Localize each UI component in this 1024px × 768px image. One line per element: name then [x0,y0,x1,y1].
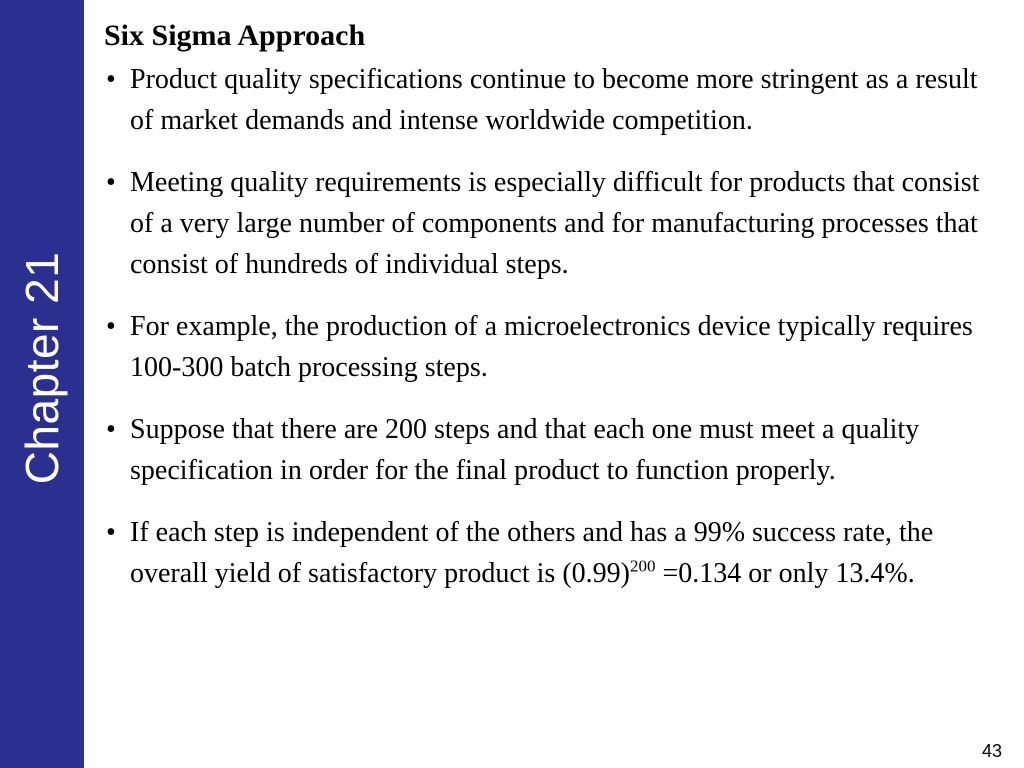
bullet-text-before-exponent: If each step is independent of the others and has a 99% success rate, the overall yield of satisfactory product is (0.99) [130,517,934,589]
bullet-text: Meeting quality requirements is especially difficult for products that consist of a very large number of components and for manufacturing processes that consist of hundreds of individual steps. [130,167,980,280]
exponent-superscript: 200 [629,556,656,576]
bullet-item [104,306,999,388]
bullet-item [104,512,999,594]
bullet-marker: • [106,517,116,548]
bullet-item [104,162,999,285]
bullet-text-after-exponent: =0.134 or only 13.4%. [655,558,915,589]
chapter-sidebar [0,0,84,768]
bullet-marker: • [106,414,116,445]
bullet-marker: • [106,311,116,342]
bullet-item [104,409,999,491]
bullet-marker: • [106,64,116,95]
slide-title: Six Sigma Approach [104,19,366,52]
chapter-label: Chapter 21 [16,251,68,485]
bullet-text: Product quality specifications continue to become more stringent as a result of market demands and intense worldwide competition. [130,64,978,136]
bullet-item [104,59,999,141]
bullet-text: For example, the production of a microelectronics device typically requires 100-300 batch processing steps. [130,311,973,383]
slide-content [104,17,999,594]
bullet-text: Suppose that there are 200 steps and that each one must meet a quality specification in order for the final product to function properly. [130,414,920,486]
bullet-list [104,59,999,594]
bullet-marker: • [106,167,116,198]
page-number: 43 [981,741,1002,761]
